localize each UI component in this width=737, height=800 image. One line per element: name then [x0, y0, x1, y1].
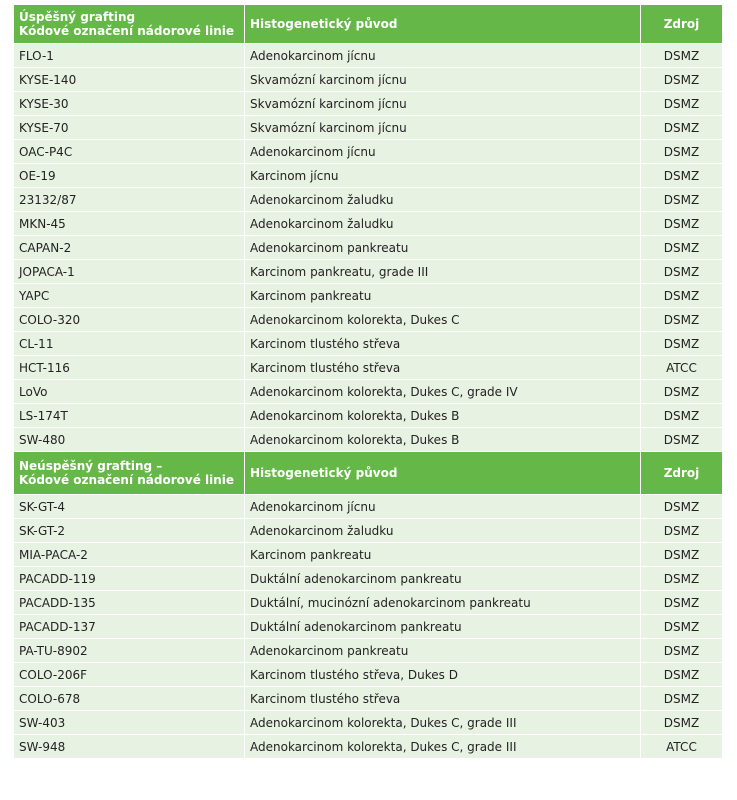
table-row: [14, 332, 723, 356]
source-cell: DSMZ: [641, 567, 723, 591]
histogenetic-origin: Adenokarcinom kolorekta, Dukes C, grade III: [245, 711, 641, 735]
cell-line-code: SW-948: [14, 735, 245, 759]
histogenetic-origin: Adenokarcinom žaludku: [245, 519, 641, 543]
header-subtitle-code: Kódové označení nádorové linie: [19, 24, 235, 38]
histogenetic-origin: Karcinom tlustého střeva, Dukes D: [245, 663, 641, 687]
table-body: [14, 5, 723, 759]
histogenetic-origin: Skvamózní karcinom jícnu: [245, 68, 641, 92]
table-row: [14, 711, 723, 735]
table-row: [14, 68, 723, 92]
table-row: [14, 44, 723, 68]
table-row: [14, 567, 723, 591]
header-source: Zdroj: [641, 452, 723, 495]
cell-line-code: PACADD-135: [14, 591, 245, 615]
source-cell: DSMZ: [641, 284, 723, 308]
cell-line-code: PACADD-119: [14, 567, 245, 591]
table-row: [14, 92, 723, 116]
cell-line-table: [13, 4, 723, 759]
cell-line-code: CL-11: [14, 332, 245, 356]
source-cell: DSMZ: [641, 380, 723, 404]
histogenetic-origin: Duktální adenokarcinom pankreatu: [245, 615, 641, 639]
source-cell: DSMZ: [641, 236, 723, 260]
table-row: [14, 116, 723, 140]
table-row: [14, 663, 723, 687]
table-row: [14, 615, 723, 639]
source-cell: DSMZ: [641, 92, 723, 116]
histogenetic-origin: Skvamózní karcinom jícnu: [245, 116, 641, 140]
table-row: [14, 495, 723, 519]
cell-line-code: OE-19: [14, 164, 245, 188]
source-cell: DSMZ: [641, 164, 723, 188]
source-cell: DSMZ: [641, 212, 723, 236]
cell-line-code: OAC-P4C: [14, 140, 245, 164]
source-cell: DSMZ: [641, 188, 723, 212]
header-origin: Histogenetický původ: [245, 5, 641, 44]
histogenetic-origin: Karcinom pankreatu, grade III: [245, 260, 641, 284]
cell-line-code: YAPC: [14, 284, 245, 308]
histogenetic-origin: Skvamózní karcinom jícnu: [245, 92, 641, 116]
table-row: [14, 639, 723, 663]
histogenetic-origin: Adenokarcinom jícnu: [245, 140, 641, 164]
histogenetic-origin: Adenokarcinom jícnu: [245, 495, 641, 519]
histogenetic-origin: Adenokarcinom kolorekta, Dukes B: [245, 404, 641, 428]
cell-line-code: COLO-678: [14, 687, 245, 711]
source-cell: DSMZ: [641, 68, 723, 92]
source-cell: DSMZ: [641, 332, 723, 356]
histogenetic-origin: Adenokarcinom pankreatu: [245, 236, 641, 260]
cell-line-code: SW-403: [14, 711, 245, 735]
table-row: [14, 404, 723, 428]
source-cell: DSMZ: [641, 615, 723, 639]
table-row: [14, 212, 723, 236]
cell-line-code: PA-TU-8902: [14, 639, 245, 663]
cell-line-code: 23132/87: [14, 188, 245, 212]
table-row: [14, 591, 723, 615]
table-row: [14, 164, 723, 188]
histogenetic-origin: Karcinom jícnu: [245, 164, 641, 188]
histogenetic-origin: Karcinom pankreatu: [245, 543, 641, 567]
source-cell: DSMZ: [641, 404, 723, 428]
cell-line-code: SW-480: [14, 428, 245, 452]
histogenetic-origin: Karcinom tlustého střeva: [245, 687, 641, 711]
table-row: [14, 284, 723, 308]
cell-line-code: FLO-1: [14, 44, 245, 68]
source-cell: DSMZ: [641, 116, 723, 140]
table-row: [14, 140, 723, 164]
table-row: [14, 543, 723, 567]
histogenetic-origin: Karcinom tlustého střeva: [245, 332, 641, 356]
header-source: Zdroj: [641, 5, 723, 44]
header-code-cell: [14, 5, 245, 44]
header-subtitle-code: Kódové označení nádorové linie: [19, 473, 235, 487]
cell-line-code: HCT-116: [14, 356, 245, 380]
histogenetic-origin: Duktální adenokarcinom pankreatu: [245, 567, 641, 591]
table-row: [14, 188, 723, 212]
table-row: [14, 519, 723, 543]
table-row: [14, 308, 723, 332]
cell-line-code: PACADD-137: [14, 615, 245, 639]
source-cell: DSMZ: [641, 687, 723, 711]
histogenetic-origin: Adenokarcinom kolorekta, Dukes C, grade III: [245, 735, 641, 759]
source-cell: ATCC: [641, 735, 723, 759]
table-row: [14, 428, 723, 452]
source-cell: DSMZ: [641, 308, 723, 332]
header-code-cell: [14, 452, 245, 495]
source-cell: ATCC: [641, 356, 723, 380]
cell-line-code: JOPACA-1: [14, 260, 245, 284]
source-cell: DSMZ: [641, 711, 723, 735]
histogenetic-origin: Adenokarcinom pankreatu: [245, 639, 641, 663]
cell-line-code: MIA-PACA-2: [14, 543, 245, 567]
source-cell: DSMZ: [641, 44, 723, 68]
source-cell: DSMZ: [641, 260, 723, 284]
histogenetic-origin: Adenokarcinom žaludku: [245, 212, 641, 236]
histogenetic-origin: Adenokarcinom kolorekta, Dukes C: [245, 308, 641, 332]
source-cell: DSMZ: [641, 140, 723, 164]
cell-line-code: KYSE-140: [14, 68, 245, 92]
header-title-successful: Úspěšný grafting: [19, 10, 136, 24]
source-cell: DSMZ: [641, 663, 723, 687]
cell-line-code: MKN-45: [14, 212, 245, 236]
header-row-unsuccessful: [14, 452, 723, 495]
source-cell: DSMZ: [641, 495, 723, 519]
cell-line-code: COLO-206F: [14, 663, 245, 687]
cell-line-code: LoVo: [14, 380, 245, 404]
cell-line-code: LS-174T: [14, 404, 245, 428]
histogenetic-origin: Adenokarcinom kolorekta, Dukes B: [245, 428, 641, 452]
source-cell: DSMZ: [641, 428, 723, 452]
histogenetic-origin: Adenokarcinom kolorekta, Dukes C, grade IV: [245, 380, 641, 404]
header-row-successful: [14, 5, 723, 44]
histogenetic-origin: Adenokarcinom jícnu: [245, 44, 641, 68]
table-row: [14, 236, 723, 260]
table-row: [14, 687, 723, 711]
table-row: [14, 260, 723, 284]
cell-line-code: CAPAN-2: [14, 236, 245, 260]
source-cell: DSMZ: [641, 543, 723, 567]
source-cell: DSMZ: [641, 519, 723, 543]
source-cell: DSMZ: [641, 591, 723, 615]
header-title-unsuccessful: Neúspěšný grafting –: [19, 459, 163, 473]
cell-line-code: COLO-320: [14, 308, 245, 332]
header-origin: Histogenetický původ: [245, 452, 641, 495]
cell-line-code: KYSE-30: [14, 92, 245, 116]
histogenetic-origin: Duktální, mucinózní adenokarcinom pankreatu: [245, 591, 641, 615]
source-cell: DSMZ: [641, 639, 723, 663]
table-row: [14, 356, 723, 380]
cell-line-code: SK-GT-4: [14, 495, 245, 519]
cell-line-code: KYSE-70: [14, 116, 245, 140]
cell-line-code: SK-GT-2: [14, 519, 245, 543]
histogenetic-origin: Karcinom tlustého střeva: [245, 356, 641, 380]
histogenetic-origin: Adenokarcinom žaludku: [245, 188, 641, 212]
table-row: [14, 380, 723, 404]
histogenetic-origin: Karcinom pankreatu: [245, 284, 641, 308]
table-row: [14, 735, 723, 759]
